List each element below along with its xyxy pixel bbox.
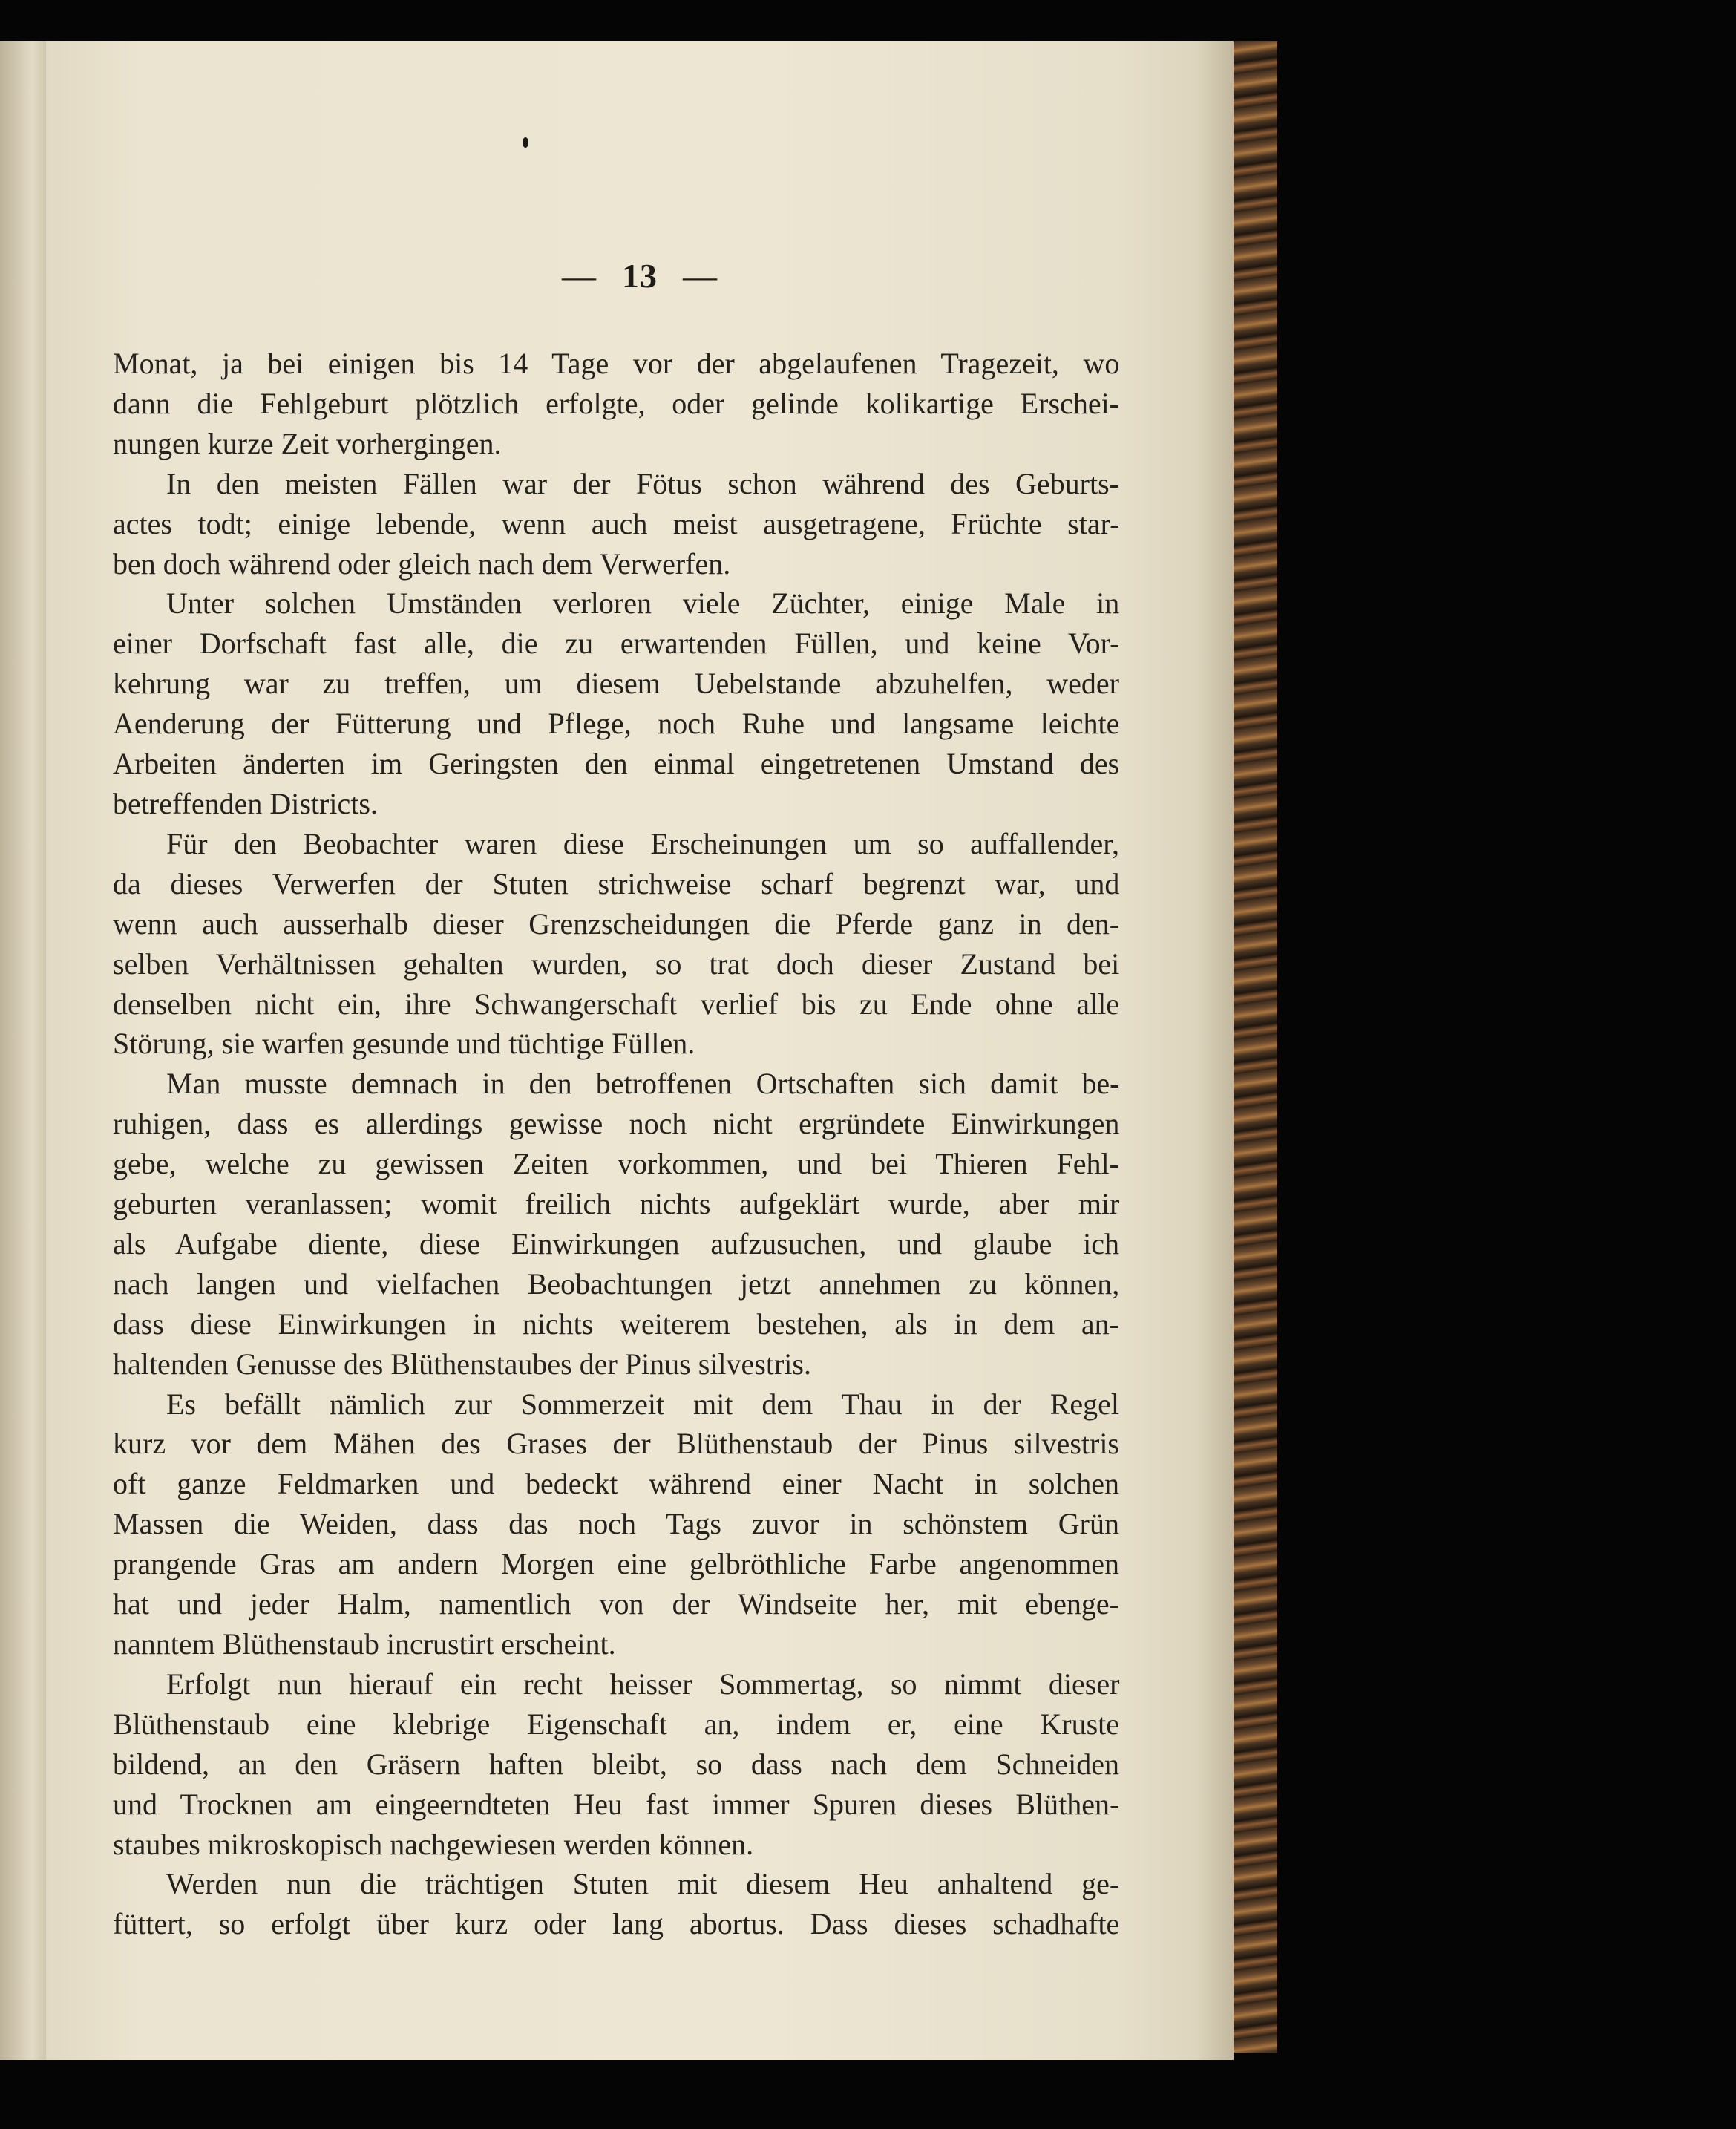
text-line: oft ganze Feldmarken und bedeckt während einer Nacht in solchen: [113, 1467, 1119, 1501]
text-line: Aenderung der Fütterung und Pflege, noch Ruhe und langsame leichte: [113, 707, 1120, 741]
left-page-edge: [0, 41, 46, 2060]
text-line: dann die Fehlgeburt plötzlich erfolgte, oder gelinde kolikartige Erschei-: [113, 386, 1119, 420]
paragraph: [113, 1384, 1119, 1664]
text-line: Arbeiten änderten im Geringsten den einmal eingetretenen Umstand des: [113, 747, 1120, 781]
paragraph: [113, 824, 1119, 1064]
text-line: Für den Beobachter waren diese Erscheinungen um so auffallender,: [166, 826, 1119, 860]
text-line: Werden nun die trächtigen Stuten mit diesem Heu anhaltend ge-: [166, 1867, 1120, 1901]
text-line: gebe, welche zu gewissen Zeiten vorkommen, und bei Thieren Fehl-: [113, 1147, 1119, 1181]
text-line: Man musste demnach in den betroffenen Ortschaften sich damit be-: [166, 1067, 1120, 1101]
text-line: selben Verhältnissen gehalten wurden, so trat doch dieser Zustand bei: [113, 946, 1120, 981]
text-line: als Aufgabe diente, diese Einwirkungen aufzusuchen, und glaube ich: [113, 1226, 1119, 1260]
text-line: und Trocknen am eingeerndteten Heu fast immer Spuren dieses Blüthen-: [113, 1787, 1120, 1821]
text-line: betreffenden Districts.: [113, 786, 378, 820]
page-number: 13: [622, 257, 658, 295]
text-line: nanntem Blüthenstaub incrustirt erscheint.: [113, 1627, 616, 1661]
text-line: Monat, ja bei einigen bis 14 Tage vor der abgelaufenen Tragezeit, wo: [113, 347, 1120, 380]
text-line: einer Dorfschaft fast alle, die zu erwartenden Füllen, und keine Vor-: [113, 627, 1120, 661]
text-line: Blüthenstaub eine klebrige Eigenschaft an, indem er, eine Kruste: [113, 1707, 1120, 1741]
text-line: nungen kurze Zeit vorhergingen.: [113, 426, 502, 460]
ink-spot: [523, 137, 528, 148]
text-line: ben doch während oder gleich nach dem Verwerfen.: [113, 546, 731, 581]
body-text: [113, 344, 1119, 1944]
text-line: dass diese Einwirkungen in nichts weiterem bestehen, als in dem an-: [113, 1306, 1119, 1341]
text-line: prangende Gras am andern Morgen eine gelbröthliche Farbe angenommen: [113, 1547, 1119, 1581]
text-line: füttert, so erfolgt über kurz oder lang abortus. Dass dieses schadhafte: [113, 1907, 1120, 1941]
paragraph: [113, 583, 1119, 823]
text-line: ruhigen, dass es allerdings gewisse noch nicht ergründete Einwirkungen: [113, 1107, 1120, 1141]
paragraph: [113, 464, 1119, 584]
text-line: actes todt; einige lebende, wenn auch meist ausgetragene, Früchte star-: [113, 506, 1120, 540]
page-shadow: [1196, 41, 1234, 2060]
text-line: nach langen und vielfachen Beobachtungen jetzt annehmen zu können,: [113, 1266, 1120, 1301]
text-line: Störung, sie warfen gesunde und tüchtige Füllen.: [113, 1027, 695, 1061]
text-line: hat und jeder Halm, namentlich von der Windseite her, mit ebenge-: [113, 1587, 1119, 1621]
text-line: Es befällt nämlich zur Sommerzeit mit dem Thau in der Regel: [166, 1387, 1119, 1421]
paragraph: [113, 1064, 1119, 1384]
text-line: Erfolgt nun hierauf ein recht heisser Sommertag, so nimmt dieser: [166, 1667, 1120, 1701]
text-line: In den meisten Fällen war der Fötus schon während des Geburts-: [166, 466, 1119, 500]
text-line: denselben nicht ein, ihre Schwangerschaft verlief bis zu Ende ohne alle: [113, 987, 1119, 1021]
text-line: geburten veranlassen; womit freilich nichts aufgeklärt wurde, aber mir: [113, 1187, 1120, 1221]
text-line: staubes mikroskopisch nachgewiesen werden können.: [113, 1827, 754, 1861]
text-line: wenn auch ausserhalb dieser Grenzscheidungen die Pferde ganz in den-: [113, 906, 1120, 941]
page-header: [46, 256, 1234, 295]
text-line: Unter solchen Umständen verloren viele Züchter, einige Male in: [166, 586, 1120, 621]
header-dash-right: —: [683, 257, 718, 295]
paragraph: [113, 1664, 1119, 1865]
text-line: haltenden Genusse des Blüthenstaubes der Pinus silvestris.: [113, 1347, 811, 1381]
text-line: da dieses Verwerfen der Stuten strichweise scharf begrenzt war, und: [113, 866, 1120, 900]
text-line: Massen die Weiden, dass das noch Tags zuvor in schönstem Grün: [113, 1507, 1119, 1541]
text-line: kehrung war zu treffen, um diesem Uebelstande abzuhelfen, weder: [113, 667, 1119, 701]
paragraph: [113, 344, 1119, 464]
text-line: bildend, an den Gräsern haften bleibt, so dass nach dem Schneiden: [113, 1747, 1119, 1781]
paragraph: [113, 1864, 1119, 1944]
header-dash-left: —: [562, 257, 597, 295]
text-line: kurz vor dem Mähen des Grases der Blüthenstaub der Pinus silvestris: [113, 1427, 1119, 1461]
book-page: [46, 41, 1234, 2060]
